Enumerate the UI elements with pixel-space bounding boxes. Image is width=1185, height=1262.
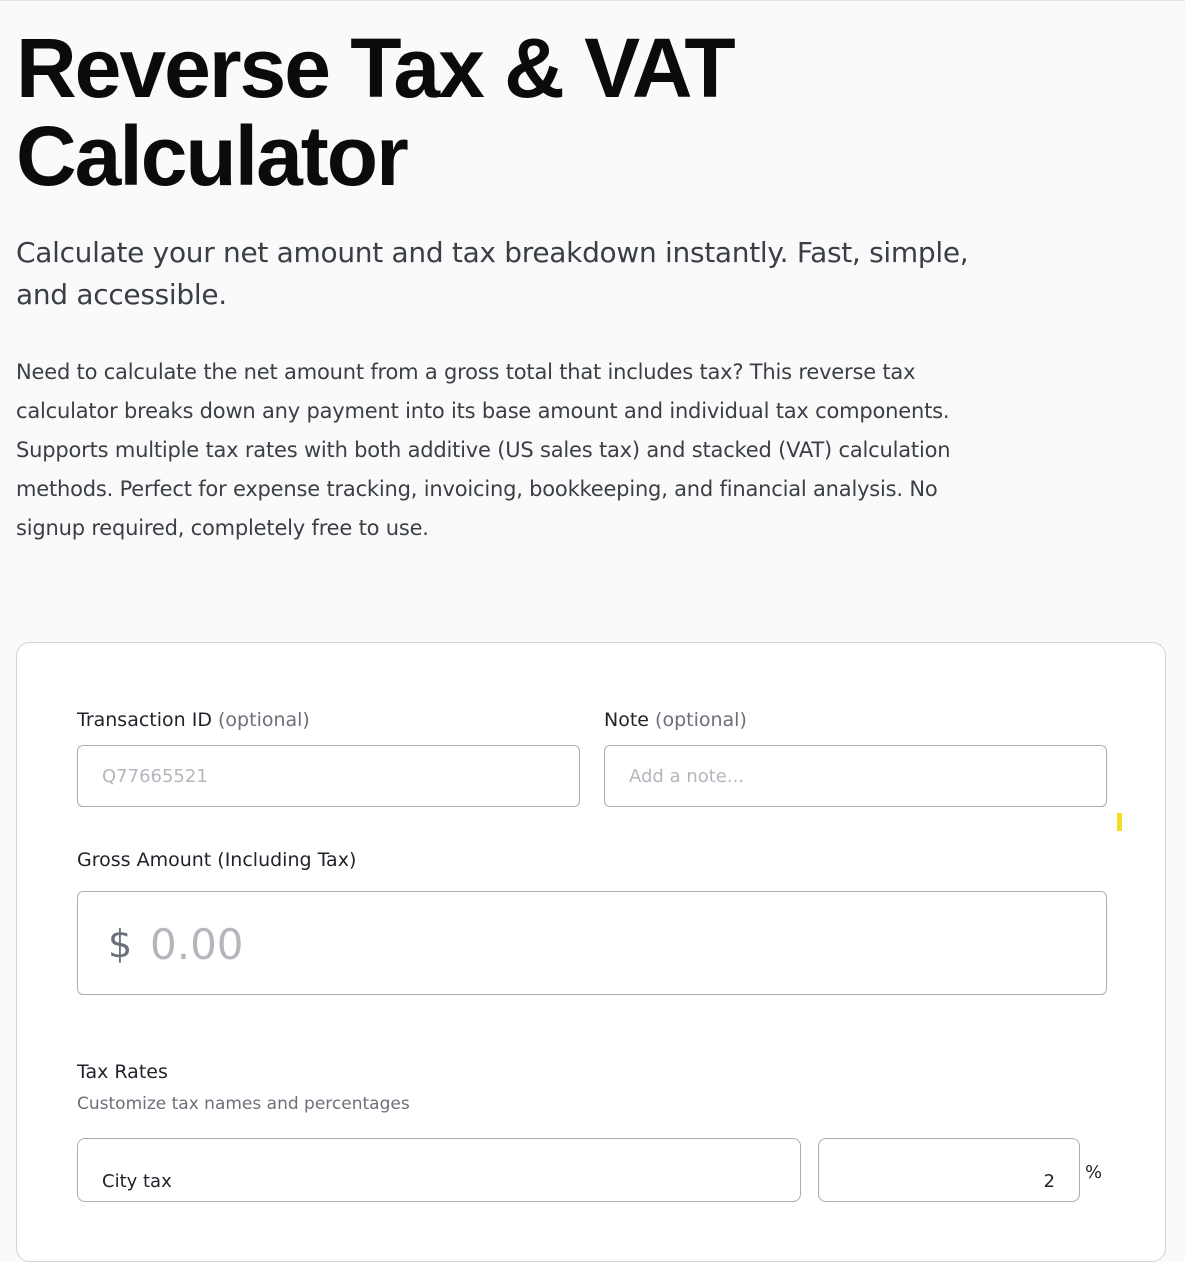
note-label <box>604 708 747 732</box>
top-divider <box>0 0 1185 1</box>
tax-rates-hint: Customize tax names and percentages <box>77 1094 410 1114</box>
tax-name-input[interactable] <box>77 1138 801 1202</box>
transaction-id-optional: (optional) <box>218 709 310 731</box>
intro-paragraph: Need to calculate the net amount from a gross total that includes tax? This reverse tax calculator breaks down any payment into its base amount and individual tax components. Supports multiple tax rates with both additive (US sales tax) and stacked (VAT) calculation methods. Perfect for expense tracking, invoicing, bookkeeping, and financial analysis. No signup required, completely free to use. <box>16 360 951 540</box>
gross-amount-input[interactable] <box>150 916 1050 972</box>
highlight-marker <box>1117 813 1122 831</box>
transaction-id-input[interactable] <box>77 745 580 807</box>
tax-rates-title: Tax Rates <box>77 1061 168 1083</box>
tax-rate-input[interactable] <box>818 1138 1080 1202</box>
currency-symbol: $ <box>108 922 133 966</box>
note-input[interactable] <box>604 745 1107 807</box>
transaction-id-label <box>77 708 310 732</box>
gross-amount-label-text: Gross Amount (Including Tax) <box>77 849 357 871</box>
page-subtitle: Calculate your net amount and tax breakdown instantly. Fast, simple, and accessible. <box>16 236 969 311</box>
gross-amount-label <box>77 848 356 872</box>
note-label-text: Note <box>604 709 649 731</box>
percent-sign: % <box>1085 1162 1103 1183</box>
gross-amount-field[interactable] <box>77 891 1107 995</box>
note-optional: (optional) <box>655 709 747 731</box>
calculator-card <box>16 642 1166 1262</box>
transaction-id-label-text: Transaction ID <box>77 709 212 731</box>
page-title: Reverse Tax & VAT Calculator <box>16 21 734 203</box>
